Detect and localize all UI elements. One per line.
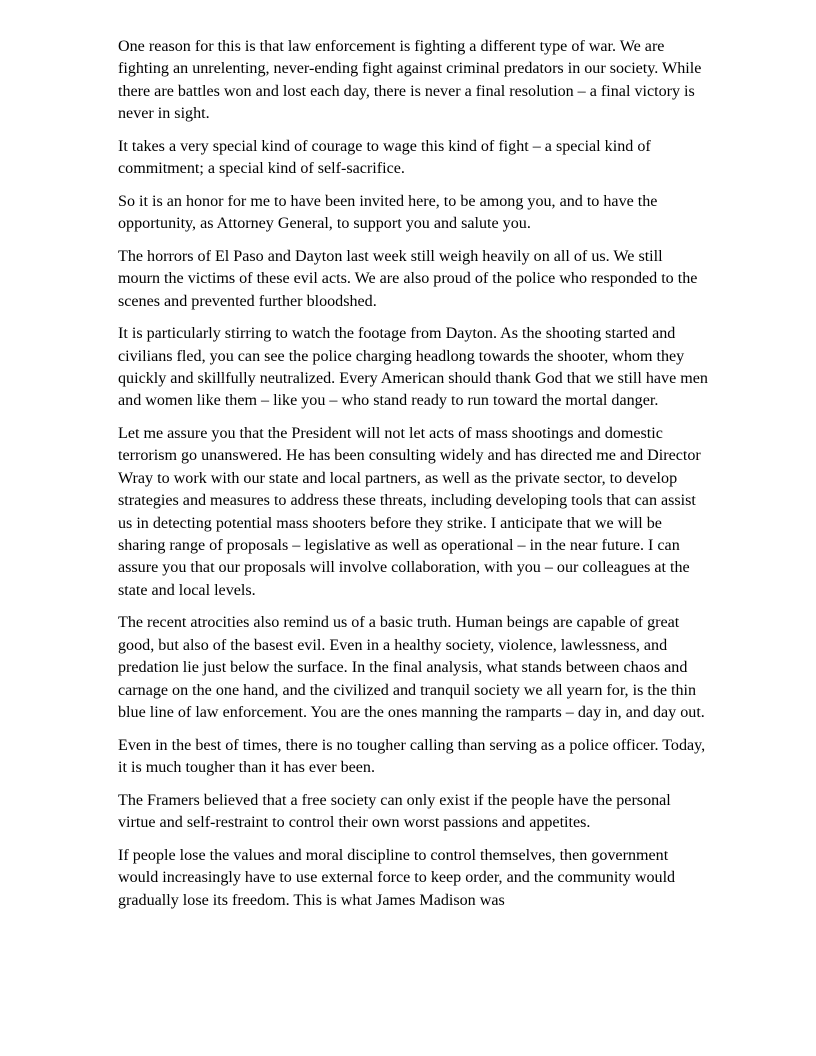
paragraph: One reason for this is that law enforcement is fighting a different type of war. We are fighting an unrelenting, never-ending fight against criminal predators in our society. While there are battles won and lost each day, there is never a final resolution – a final victory is never in sight. <box>118 38 702 123</box>
paragraph: Even in the best of times, there is no tougher calling than serving as a police officer. Today, it is much tougher than it has ever been. <box>118 736 706 777</box>
paragraph: So it is an honor for me to have been invited here, to be among you, and to have the opportunity, as Attorney General, to support you and salute you. <box>118 192 658 233</box>
paragraph: Let me assure you that the President will not let acts of mass shootings and domestic terrorism go unanswered. He has been consulting widely and has directed me and Director Wray to work with our state and local partners, as well as the private sector, to develop strategies and measures to address these threats, including developing tools that can assist us in detecting potential mass shooters before they strike. I anticipate that we will be sharing range of proposals – legislative as well as operational – in the near future. I can assure you that our proposals will involve collaboration, with you – our colleagues at the state and local levels. <box>118 425 701 599</box>
paragraph: The Framers believed that a free society can only exist if the people have the personal virtue and self-restraint to control their own worst passions and appetites. <box>118 791 671 832</box>
paragraph: The recent atrocities also remind us of a basic truth. Human beings are capable of great good, but also of the basest evil. Even in a healthy society, violence, lawlessness, and predation lie just below the surface. In the final analysis, what stands between chaos and carnage on the one hand, and the civilized and tranquil society we all yearn for, is the thin blue line of law enforcement. You are the ones manning the ramparts – day in, and day out. <box>118 614 705 722</box>
document-page <box>118 36 708 922</box>
paragraph: It is particularly stirring to watch the footage from Dayton. As the shooting started and civilians fled, you can see the police charging headlong towards the shooter, whom they quickly and skillfully neutralized. Every American should thank God that we still have men and women like them – like you – who stand ready to run toward the mortal danger. <box>118 325 708 410</box>
paragraph: If people lose the values and moral discipline to control themselves, then government would increasingly have to use external force to keep order, and the community would gradually lose its freedom. This is what James Madison was <box>118 846 676 909</box>
paragraph: The horrors of El Paso and Dayton last week still weigh heavily on all of us. We still mourn the victims of these evil acts. We are also proud of the police who responded to the scenes and prevented further bloodshed. <box>118 247 698 310</box>
paragraph: It takes a very special kind of courage to wage this kind of fight – a special kind of commitment; a special kind of self-sacrifice. <box>118 137 651 178</box>
